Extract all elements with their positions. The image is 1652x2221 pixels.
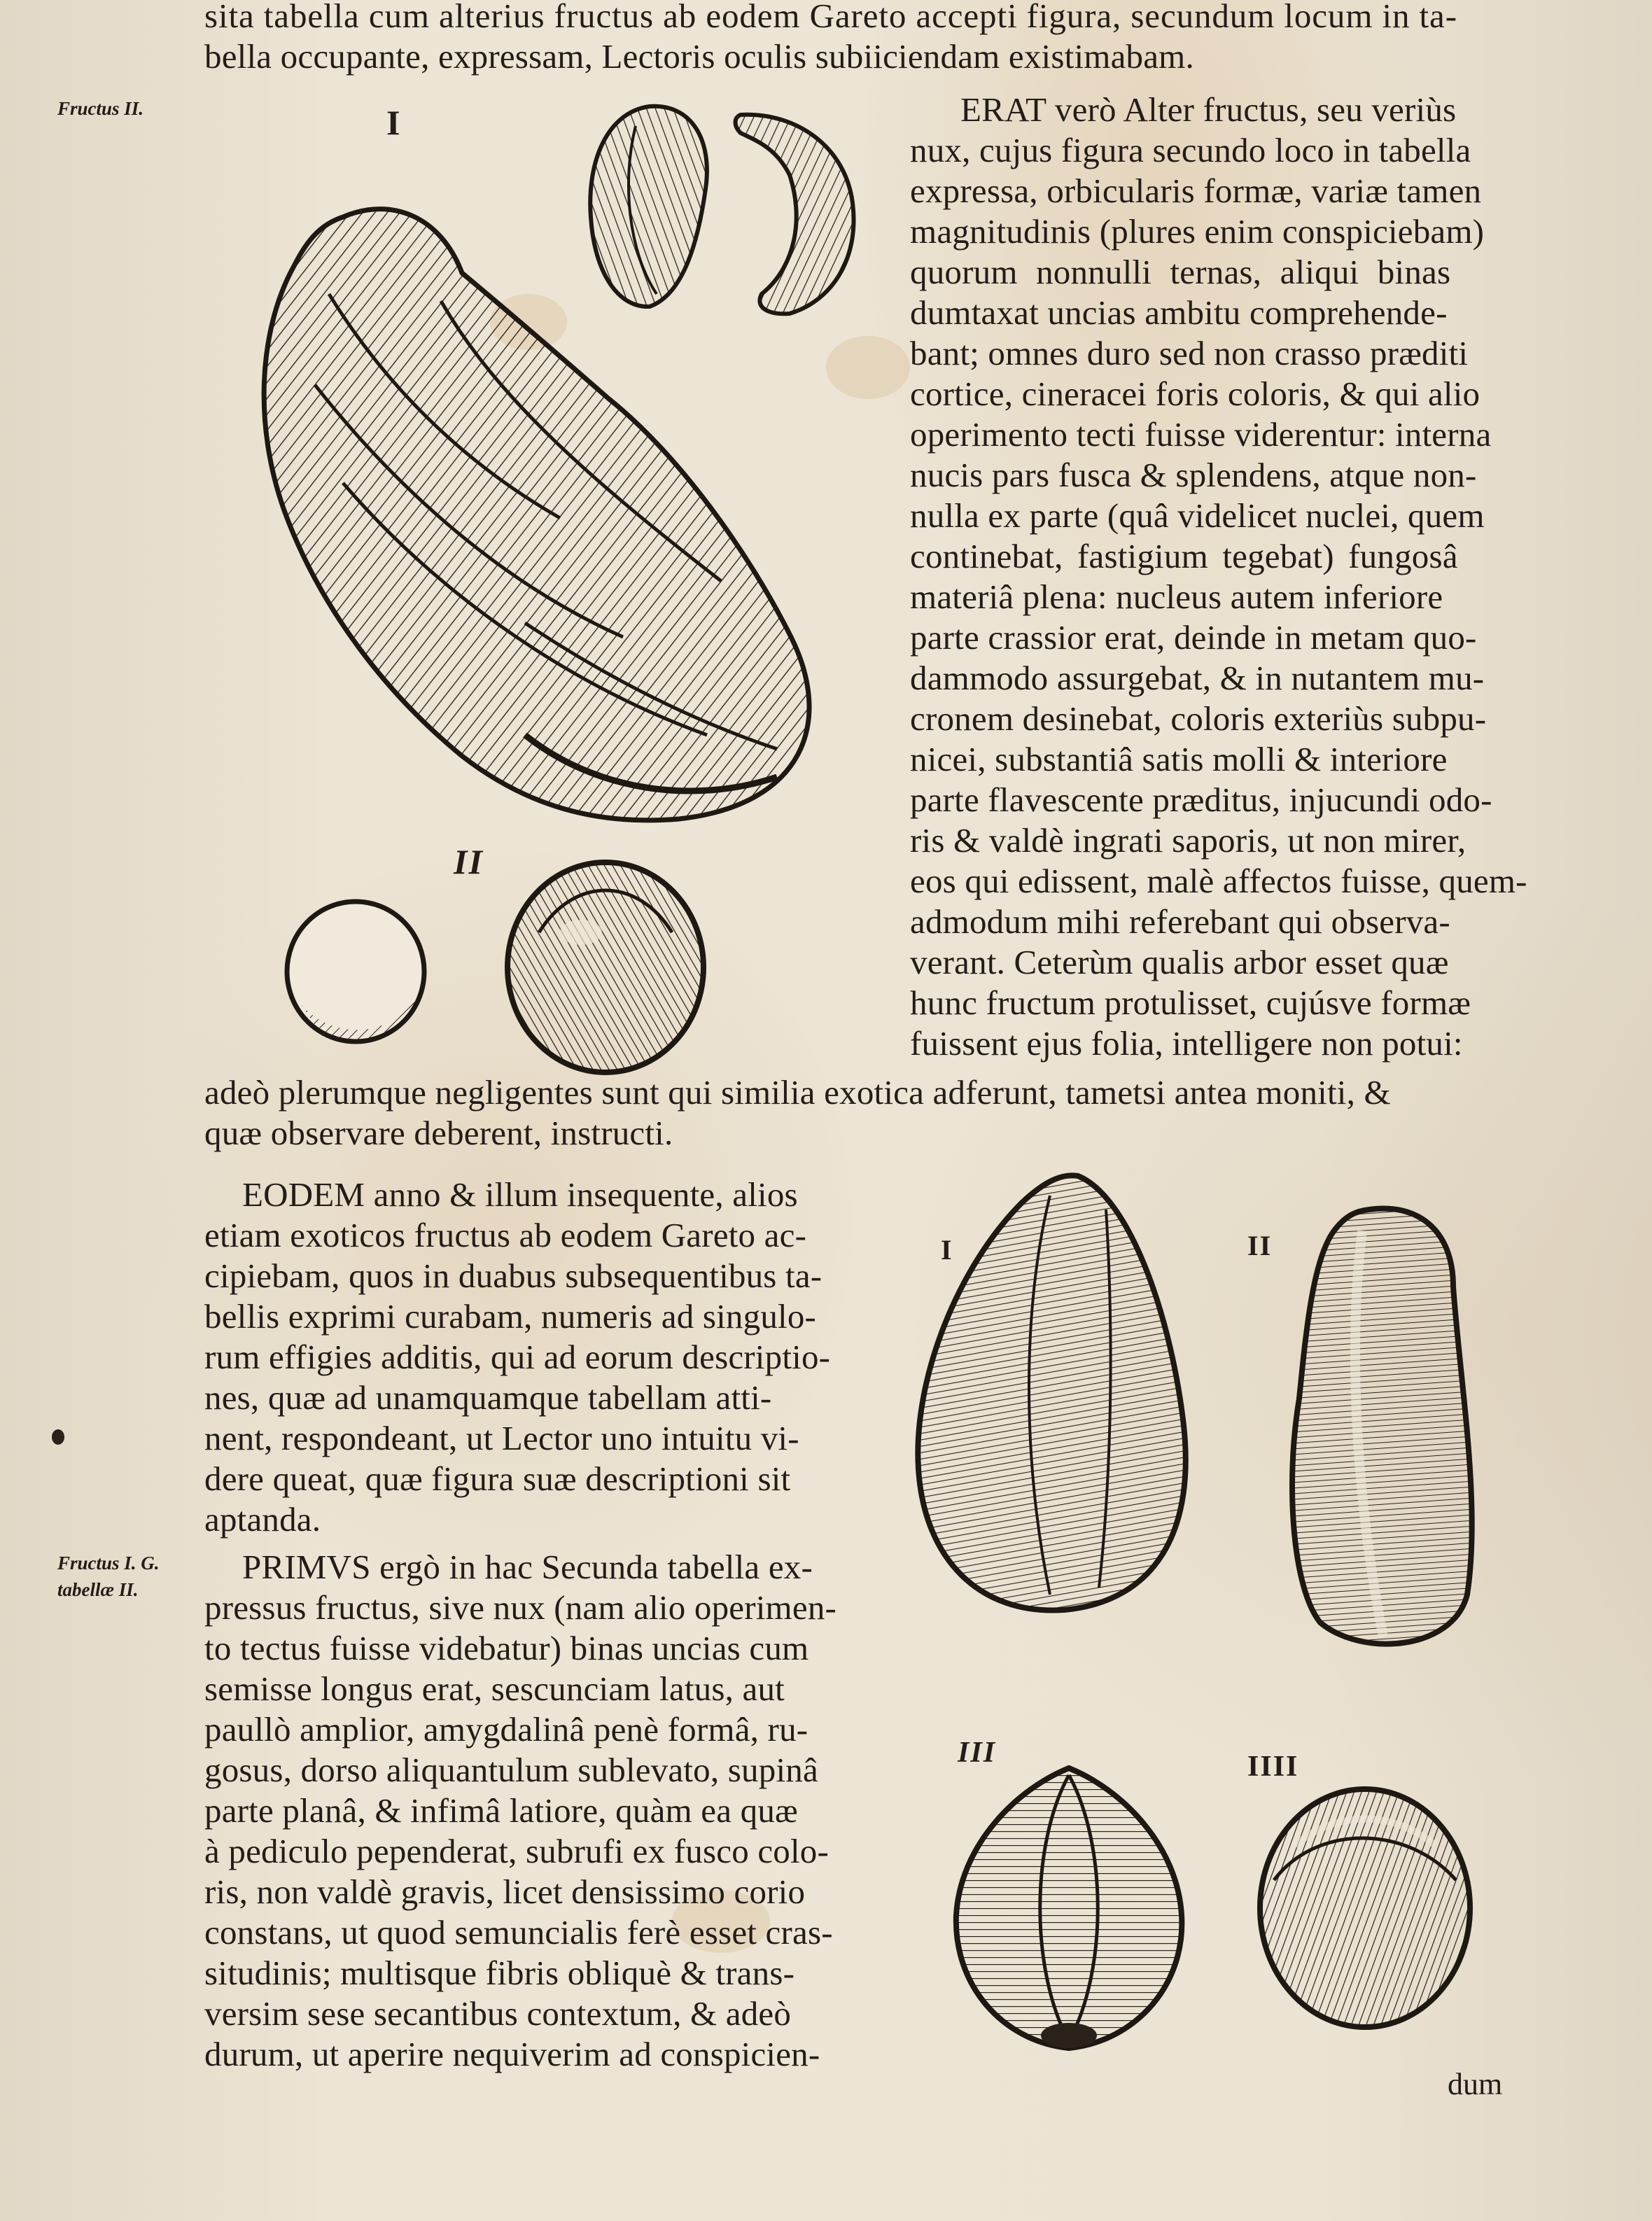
text-line: dere queat, quæ figura suæ descriptioni sit — [204, 1459, 791, 1498]
text-line: versim sese secantibus contextum, & adeò — [204, 1994, 792, 2033]
almond-nut-engraving — [903, 1168, 1197, 1616]
plate-two-label-iiii: IIII — [1247, 1751, 1299, 1783]
plate-two-label-iii: III — [958, 1737, 997, 1769]
large-round-nut-engraving — [497, 848, 714, 1079]
text-line: to tectus fuisse videbatur) binas uncias cum — [204, 1629, 809, 1667]
text-line: nucis pars fusca & splendens, atque non- — [910, 456, 1477, 494]
margin-note-fructus-ii: Fructus II. — [57, 98, 144, 119]
text-line: parte flavescente præditus, injucundi odo- — [910, 780, 1492, 819]
text-line: EODEM anno & illum insequente, alios — [242, 1175, 798, 1214]
text-line: cronem desinebat, coloris exteriùs subpu- — [910, 699, 1487, 738]
text-line: eos qui edissent, malè affectos fuisse, quem- — [910, 862, 1527, 900]
plate-label-ii: II — [454, 842, 484, 881]
text-line: gosus, dorso aliquantulum sublevato, supinâ — [204, 1751, 818, 1789]
text-line: fuissent ejus folia, intelligere non potui: — [910, 1024, 1463, 1063]
text-line: durum, ut aperire nequiverim ad conspicien- — [204, 2035, 820, 2073]
text-line: cipiebam, quos in duabus subsequentibus ta- — [204, 1256, 822, 1295]
text-line: materiâ plena: nucleus autem inferiore — [910, 577, 1443, 616]
text-line: parte crassior erat, deinde in metam quo- — [910, 618, 1477, 657]
text-line: magnitudinis (plures enim conspiciebam) — [910, 212, 1485, 251]
text-line: hunc fructum protulisset, cujúsve formæ — [910, 983, 1471, 1022]
text-line: paullò amplior, amygdalinâ penè formâ, ru- — [204, 1710, 808, 1749]
ribbed-fruit-engraving — [946, 1761, 1191, 2055]
text-line: à pediculo pependerat, subrufi ex fusco colo- — [204, 1832, 830, 1870]
margin-note-fructus-i-g: Fructus I. G. — [57, 1553, 160, 1574]
text-line: situdinis; multisque fibris obliquè & trans- — [204, 1954, 795, 1992]
text-line: pressus fructus, sive nux (nam alio operimen- — [204, 1588, 837, 1627]
text-line: admodum mihi referebant qui observa- — [910, 902, 1450, 941]
plate-label-i: I — [386, 103, 402, 142]
margin-note-tabella-ii: tabellæ II. — [57, 1579, 139, 1600]
oval-nut-engraving — [1253, 1782, 1477, 2034]
fruit-half-right-engraving — [713, 105, 867, 322]
text-line: nulla ex parte (quâ videlicet nuclei, quem — [910, 496, 1485, 535]
small-round-nut-engraving — [280, 889, 434, 1050]
text-line: sita tabella cum alterius fructus ab eodem Gareto accepti figura, secundum locum in ta- — [204, 0, 1457, 35]
text-line: ris, non valdè gravis, licet densissimo corio — [204, 1872, 806, 1911]
text-line: bellis exprimi curabam, numeris ad singulo- — [204, 1297, 817, 1336]
text-line: rum effigies additis, qui ad eorum descriptio- — [204, 1338, 831, 1376]
text-line: bant; omnes duro sed non crasso præditi — [910, 334, 1469, 372]
fruit-half-left-engraving — [580, 98, 720, 315]
elongated-nut-engraving — [1278, 1203, 1488, 1658]
text-line: nes, quæ ad unamquamque tabellam atti- — [204, 1378, 772, 1417]
text-line: aptanda. — [204, 1500, 321, 1539]
text-line: nent, respondeant, ut Lector uno intuitu vi- — [204, 1419, 799, 1457]
text-line: ERAT verò Alter fructus, seu veriùs — [960, 90, 1457, 129]
text-line: bella occupante, expressam, Lectoris oculis subiiciendam existimabam. — [204, 37, 1194, 76]
text-line: semisse longus erat, sescunciam latus, aut — [204, 1669, 785, 1708]
text-line: adeò plerumque negligentes sunt qui similia exotica adferunt, tametsi antea moniti, & — [204, 1073, 1391, 1112]
plate-two-label-ii: II — [1247, 1230, 1273, 1261]
plate-two-label-i: I — [941, 1234, 953, 1266]
text-line: parte planâ, & infimâ latiore, quàm ea quæ — [204, 1791, 798, 1830]
text-line: PRIMVS ergò in hac Secunda tabella ex- — [242, 1548, 813, 1586]
text-line: operimento tecti fuisse viderentur: interna — [910, 415, 1492, 454]
text-line: nux, cujus figura secundo loco in tabella — [910, 131, 1471, 169]
text-line: quæ observare deberent, instructi. — [204, 1114, 673, 1152]
text-line: etiam exoticos fructus ab eodem Gareto ac- — [204, 1216, 807, 1254]
text-line: constans, ut quod semuncialis ferè esset cras- — [204, 1913, 833, 1952]
text-line: expressa, orbicularis formæ, variæ tamen — [910, 171, 1482, 210]
text-line: quorum nonnulli ternas, aliqui binas — [910, 253, 1451, 291]
text-line: cortice, cineracei foris coloris, & qui alio — [910, 374, 1480, 413]
ink-dot — [52, 1429, 64, 1445]
text-line: continebat, fastigium tegebat) fungosâ — [910, 537, 1458, 575]
text-line: ris & valdè ingrati saporis, ut non mirer, — [910, 821, 1466, 860]
text-line: verant. Ceterùm qualis arbor esset quæ — [910, 943, 1449, 981]
text-line: dammodo assurgebat, & in nutantem mu- — [910, 659, 1485, 697]
catchword: dum — [1448, 2067, 1503, 2101]
text-line: nicei, substantiâ satis molli & interiore — [910, 740, 1448, 778]
text-line: dumtaxat uncias ambitu comprehende- — [910, 293, 1448, 332]
